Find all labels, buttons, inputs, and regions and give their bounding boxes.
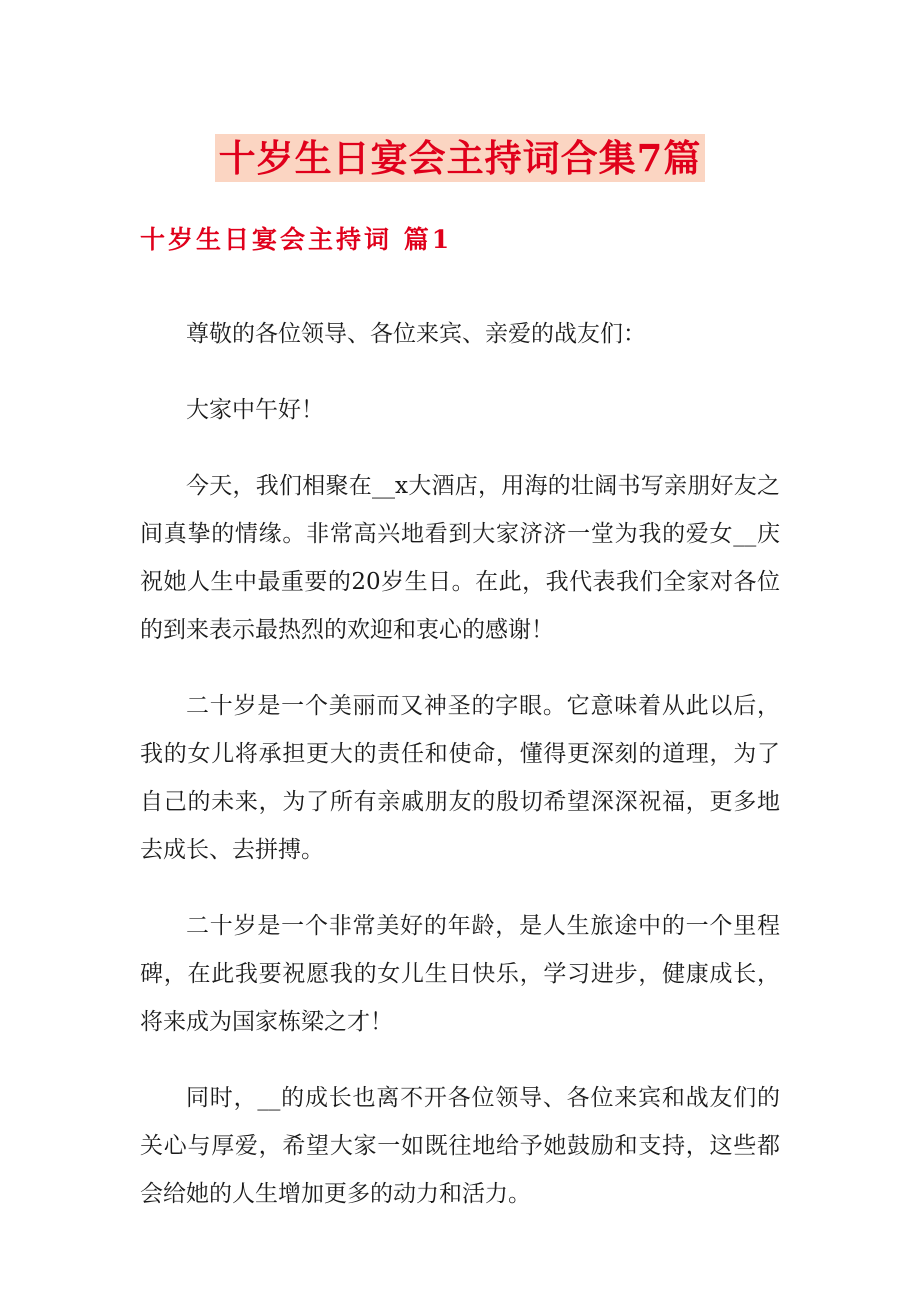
section-heading: 十岁生日宴会主持词 篇1 xyxy=(140,225,453,254)
body-paragraph: 二十岁是一个美丽而又神圣的字眼。它意味着从此以后，我的女儿将承担更大的责任和使命，懂得更深刻的道理，为了自己的未来，为了所有亲戚朋友的殷切希望深深祝福，更多地去成长、去拼搏。 xyxy=(140,693,780,863)
document-title-text: 十岁生日宴会主持词合集7篇 xyxy=(215,134,706,182)
document-title xyxy=(0,134,920,182)
body-paragraph: 同时，__的成长也离不开各位领导、各位来宾和战友们的关心与厚爱，希望大家一如既往地给予她鼓励和支持，这些都会给她的人生增加更多的动力和活力。 xyxy=(140,1085,780,1207)
greeting-paragraph: 大家中午好！ xyxy=(186,397,324,423)
body-paragraph: 二十岁是一个非常美好的年龄，是人生旅途中的一个里程碑，在此我要祝愿我的女儿生日快乐，学习进步，健康成长，将来成为国家栋梁之才！ xyxy=(140,913,780,1035)
salutation-paragraph: 尊敬的各位领导、各位来宾、亲爱的战友们： xyxy=(186,321,646,347)
body-paragraph: 今天，我们相聚在__x大酒店，用海的壮阔书写亲朋好友之间真挚的情缘。非常高兴地看到大家济济一堂为我的爱女__庆祝她人生中最重要的20岁生日。在此，我代表我们全家对各位的到来表示最热烈的欢迎和衷心的感谢！ xyxy=(140,473,780,643)
document-body xyxy=(140,310,780,1246)
